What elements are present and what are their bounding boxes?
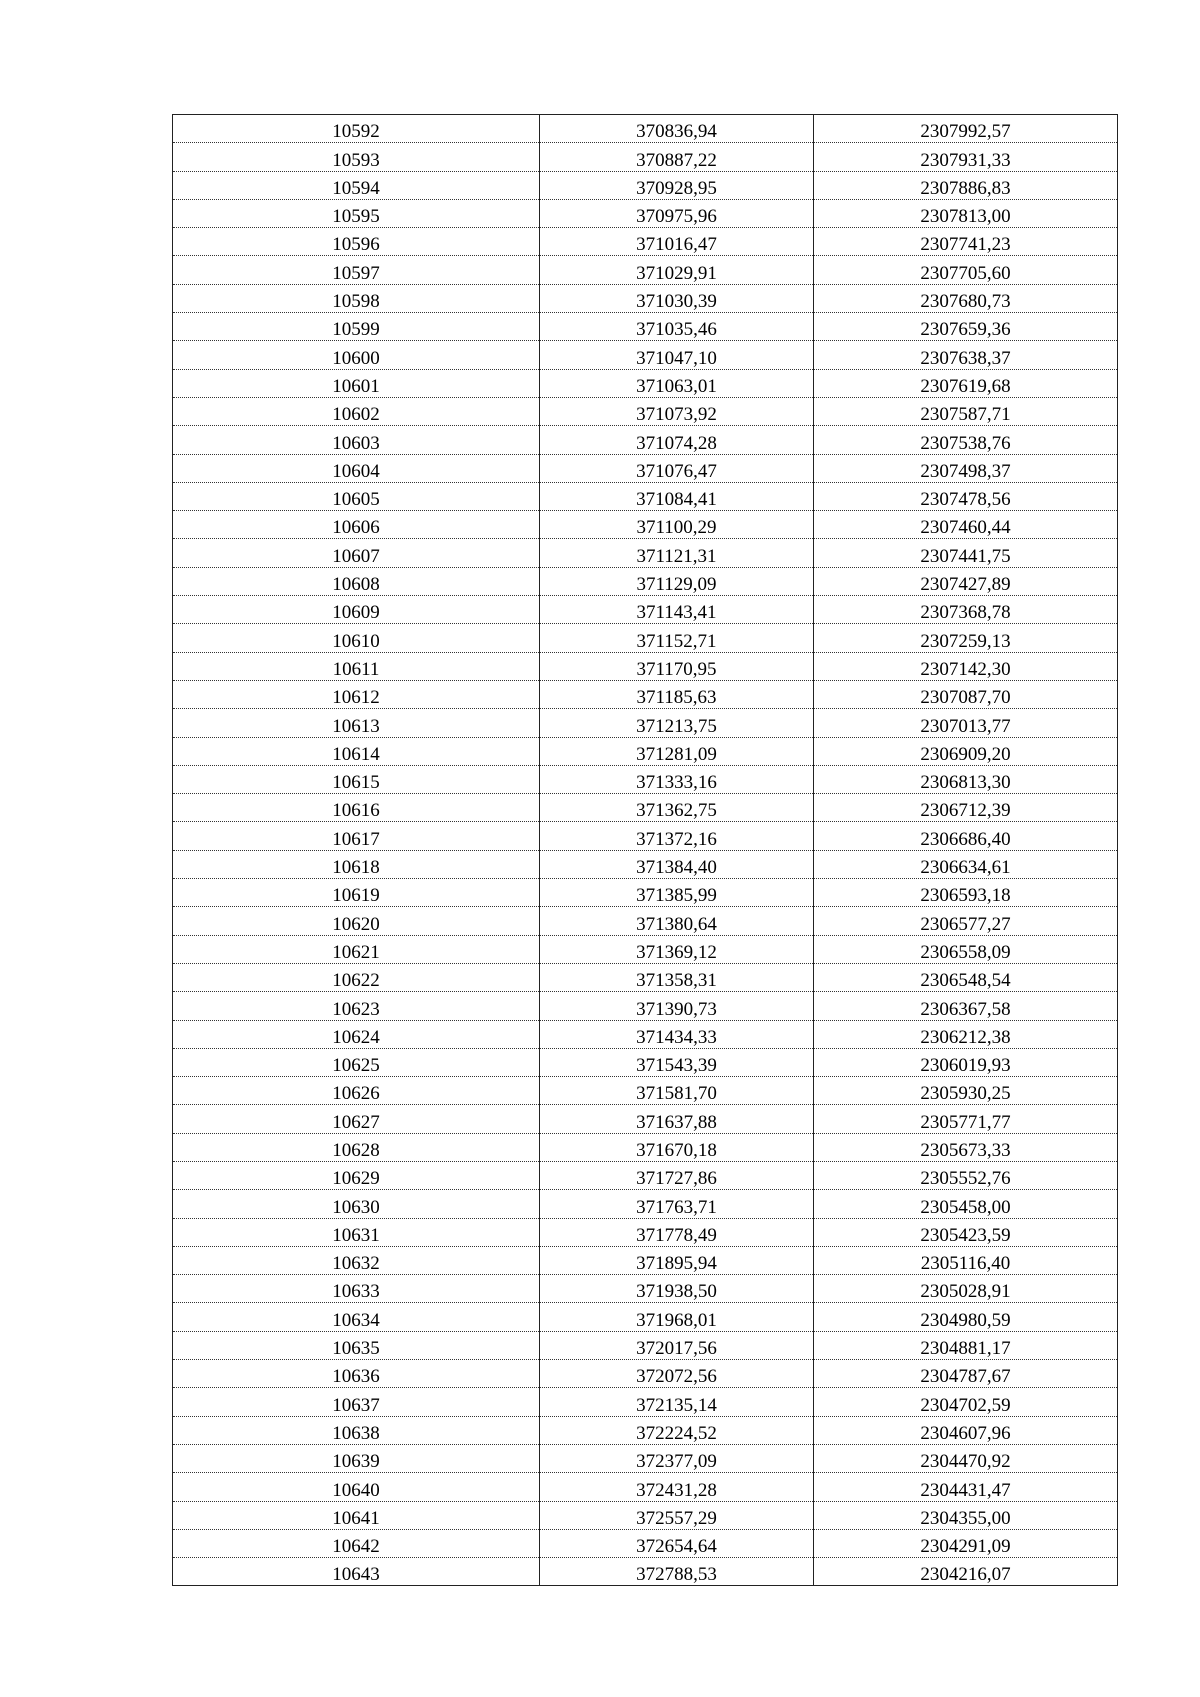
point-number-cell: 10598 (173, 284, 540, 312)
y-coordinate-cell: 2304431,47 (814, 1473, 1118, 1501)
table-row (173, 737, 1118, 765)
point-number-cell: 10595 (173, 199, 540, 227)
table-row (173, 1246, 1118, 1274)
point-number-cell: 10607 (173, 539, 540, 567)
y-coordinate-cell: 2306212,38 (814, 1020, 1118, 1048)
point-number-cell: 10636 (173, 1360, 540, 1388)
x-coordinate-cell: 372431,28 (540, 1473, 814, 1501)
point-number-cell: 10617 (173, 822, 540, 850)
table-row (173, 1275, 1118, 1303)
y-coordinate-cell: 2306548,54 (814, 963, 1118, 991)
x-coordinate-cell: 372224,52 (540, 1416, 814, 1444)
x-coordinate-cell: 371543,39 (540, 1048, 814, 1076)
table-row (173, 511, 1118, 539)
x-coordinate-cell: 371358,31 (540, 963, 814, 991)
y-coordinate-cell: 2307992,57 (814, 115, 1118, 143)
point-number-cell: 10638 (173, 1416, 540, 1444)
coordinate-table-body (173, 115, 1118, 1586)
y-coordinate-cell: 2307478,56 (814, 482, 1118, 510)
point-number-cell: 10624 (173, 1020, 540, 1048)
y-coordinate-cell: 2306712,39 (814, 794, 1118, 822)
y-coordinate-cell: 2307538,76 (814, 426, 1118, 454)
point-number-cell: 10620 (173, 907, 540, 935)
y-coordinate-cell: 2305458,00 (814, 1190, 1118, 1218)
table-row (173, 1077, 1118, 1105)
x-coordinate-cell: 372557,29 (540, 1501, 814, 1529)
point-number-cell: 10628 (173, 1133, 540, 1161)
point-number-cell: 10626 (173, 1077, 540, 1105)
x-coordinate-cell: 371362,75 (540, 794, 814, 822)
y-coordinate-cell: 2304702,59 (814, 1388, 1118, 1416)
point-number-cell: 10592 (173, 115, 540, 143)
point-number-cell: 10597 (173, 256, 540, 284)
y-coordinate-cell: 2306686,40 (814, 822, 1118, 850)
table-row (173, 171, 1118, 199)
point-number-cell: 10594 (173, 171, 540, 199)
point-number-cell: 10615 (173, 765, 540, 793)
y-coordinate-cell: 2307498,37 (814, 454, 1118, 482)
y-coordinate-cell: 2304470,92 (814, 1444, 1118, 1472)
point-number-cell: 10599 (173, 313, 540, 341)
x-coordinate-cell: 371938,50 (540, 1275, 814, 1303)
x-coordinate-cell: 371047,10 (540, 341, 814, 369)
table-row (173, 284, 1118, 312)
table-row (173, 313, 1118, 341)
table-row (173, 1331, 1118, 1359)
y-coordinate-cell: 2304980,59 (814, 1303, 1118, 1331)
table-row (173, 1360, 1118, 1388)
x-coordinate-cell: 370836,94 (540, 115, 814, 143)
x-coordinate-cell: 371333,16 (540, 765, 814, 793)
point-number-cell: 10618 (173, 850, 540, 878)
table-row (173, 1218, 1118, 1246)
table-row (173, 879, 1118, 907)
table-row (173, 143, 1118, 171)
table-row (173, 1020, 1118, 1048)
x-coordinate-cell: 371895,94 (540, 1246, 814, 1274)
y-coordinate-cell: 2305930,25 (814, 1077, 1118, 1105)
point-number-cell: 10616 (173, 794, 540, 822)
coordinate-table (172, 114, 1118, 1586)
table-row (173, 850, 1118, 878)
y-coordinate-cell: 2306558,09 (814, 935, 1118, 963)
y-coordinate-cell: 2306909,20 (814, 737, 1118, 765)
point-number-cell: 10631 (173, 1218, 540, 1246)
y-coordinate-cell: 2307680,73 (814, 284, 1118, 312)
x-coordinate-cell: 371385,99 (540, 879, 814, 907)
x-coordinate-cell: 371073,92 (540, 397, 814, 425)
x-coordinate-cell: 371100,29 (540, 511, 814, 539)
x-coordinate-cell: 371143,41 (540, 596, 814, 624)
x-coordinate-cell: 371016,47 (540, 228, 814, 256)
y-coordinate-cell: 2304291,09 (814, 1529, 1118, 1557)
point-number-cell: 10639 (173, 1444, 540, 1472)
x-coordinate-cell: 372072,56 (540, 1360, 814, 1388)
table-row (173, 963, 1118, 991)
table-row (173, 369, 1118, 397)
point-number-cell: 10642 (173, 1529, 540, 1557)
y-coordinate-cell: 2306593,18 (814, 879, 1118, 907)
y-coordinate-cell: 2304881,17 (814, 1331, 1118, 1359)
x-coordinate-cell: 371213,75 (540, 709, 814, 737)
y-coordinate-cell: 2307587,71 (814, 397, 1118, 425)
x-coordinate-cell: 371727,86 (540, 1161, 814, 1189)
point-number-cell: 10629 (173, 1161, 540, 1189)
point-number-cell: 10627 (173, 1105, 540, 1133)
table-row (173, 907, 1118, 935)
y-coordinate-cell: 2306367,58 (814, 992, 1118, 1020)
y-coordinate-cell: 2305673,33 (814, 1133, 1118, 1161)
table-row (173, 567, 1118, 595)
x-coordinate-cell: 372377,09 (540, 1444, 814, 1472)
y-coordinate-cell: 2307368,78 (814, 596, 1118, 624)
x-coordinate-cell: 370928,95 (540, 171, 814, 199)
x-coordinate-cell: 371030,39 (540, 284, 814, 312)
point-number-cell: 10593 (173, 143, 540, 171)
point-number-cell: 10619 (173, 879, 540, 907)
point-number-cell: 10602 (173, 397, 540, 425)
table-row (173, 539, 1118, 567)
point-number-cell: 10621 (173, 935, 540, 963)
table-row (173, 1303, 1118, 1331)
x-coordinate-cell: 371035,46 (540, 313, 814, 341)
x-coordinate-cell: 370975,96 (540, 199, 814, 227)
x-coordinate-cell: 371121,31 (540, 539, 814, 567)
y-coordinate-cell: 2307427,89 (814, 567, 1118, 595)
y-coordinate-cell: 2307142,30 (814, 652, 1118, 680)
y-coordinate-cell: 2307638,37 (814, 341, 1118, 369)
point-number-cell: 10637 (173, 1388, 540, 1416)
point-number-cell: 10633 (173, 1275, 540, 1303)
y-coordinate-cell: 2305552,76 (814, 1161, 1118, 1189)
x-coordinate-cell: 372788,53 (540, 1558, 814, 1586)
point-number-cell: 10608 (173, 567, 540, 595)
table-row (173, 1558, 1118, 1586)
table-row (173, 397, 1118, 425)
y-coordinate-cell: 2307931,33 (814, 143, 1118, 171)
x-coordinate-cell: 370887,22 (540, 143, 814, 171)
x-coordinate-cell: 371637,88 (540, 1105, 814, 1133)
x-coordinate-cell: 371390,73 (540, 992, 814, 1020)
y-coordinate-cell: 2304787,67 (814, 1360, 1118, 1388)
table-row (173, 1105, 1118, 1133)
x-coordinate-cell: 372654,64 (540, 1529, 814, 1557)
y-coordinate-cell: 2307659,36 (814, 313, 1118, 341)
table-row (173, 256, 1118, 284)
x-coordinate-cell: 371170,95 (540, 652, 814, 680)
x-coordinate-cell: 372017,56 (540, 1331, 814, 1359)
table-row (173, 1048, 1118, 1076)
table-row (173, 1133, 1118, 1161)
point-number-cell: 10630 (173, 1190, 540, 1218)
point-number-cell: 10632 (173, 1246, 540, 1274)
y-coordinate-cell: 2307813,00 (814, 199, 1118, 227)
table-row (173, 1473, 1118, 1501)
y-coordinate-cell: 2307886,83 (814, 171, 1118, 199)
point-number-cell: 10623 (173, 992, 540, 1020)
y-coordinate-cell: 2307741,23 (814, 228, 1118, 256)
x-coordinate-cell: 371152,71 (540, 624, 814, 652)
point-number-cell: 10634 (173, 1303, 540, 1331)
x-coordinate-cell: 371778,49 (540, 1218, 814, 1246)
y-coordinate-cell: 2306634,61 (814, 850, 1118, 878)
point-number-cell: 10613 (173, 709, 540, 737)
x-coordinate-cell: 371369,12 (540, 935, 814, 963)
x-coordinate-cell: 371063,01 (540, 369, 814, 397)
x-coordinate-cell: 371129,09 (540, 567, 814, 595)
point-number-cell: 10611 (173, 652, 540, 680)
point-number-cell: 10612 (173, 680, 540, 708)
point-number-cell: 10601 (173, 369, 540, 397)
y-coordinate-cell: 2306813,30 (814, 765, 1118, 793)
table-row (173, 794, 1118, 822)
point-number-cell: 10635 (173, 1331, 540, 1359)
y-coordinate-cell: 2307259,13 (814, 624, 1118, 652)
table-row (173, 624, 1118, 652)
y-coordinate-cell: 2306019,93 (814, 1048, 1118, 1076)
table-row (173, 199, 1118, 227)
table-row (173, 709, 1118, 737)
point-number-cell: 10610 (173, 624, 540, 652)
point-number-cell: 10622 (173, 963, 540, 991)
x-coordinate-cell: 371084,41 (540, 482, 814, 510)
y-coordinate-cell: 2306577,27 (814, 907, 1118, 935)
x-coordinate-cell: 371372,16 (540, 822, 814, 850)
table-row (173, 228, 1118, 256)
x-coordinate-cell: 371029,91 (540, 256, 814, 284)
y-coordinate-cell: 2304355,00 (814, 1501, 1118, 1529)
point-number-cell: 10640 (173, 1473, 540, 1501)
point-number-cell: 10600 (173, 341, 540, 369)
x-coordinate-cell: 371076,47 (540, 454, 814, 482)
y-coordinate-cell: 2307619,68 (814, 369, 1118, 397)
table-row (173, 596, 1118, 624)
x-coordinate-cell: 372135,14 (540, 1388, 814, 1416)
table-row (173, 1190, 1118, 1218)
table-row (173, 454, 1118, 482)
point-number-cell: 10603 (173, 426, 540, 454)
x-coordinate-cell: 371185,63 (540, 680, 814, 708)
point-number-cell: 10596 (173, 228, 540, 256)
point-number-cell: 10605 (173, 482, 540, 510)
table-row (173, 115, 1118, 143)
point-number-cell: 10609 (173, 596, 540, 624)
x-coordinate-cell: 371380,64 (540, 907, 814, 935)
point-number-cell: 10625 (173, 1048, 540, 1076)
x-coordinate-cell: 371968,01 (540, 1303, 814, 1331)
y-coordinate-cell: 2305771,77 (814, 1105, 1118, 1133)
x-coordinate-cell: 371434,33 (540, 1020, 814, 1048)
table-row (173, 652, 1118, 680)
y-coordinate-cell: 2304216,07 (814, 1558, 1118, 1586)
table-row (173, 1161, 1118, 1189)
y-coordinate-cell: 2305423,59 (814, 1218, 1118, 1246)
x-coordinate-cell: 371581,70 (540, 1077, 814, 1105)
x-coordinate-cell: 371074,28 (540, 426, 814, 454)
y-coordinate-cell: 2305116,40 (814, 1246, 1118, 1274)
table-row (173, 1501, 1118, 1529)
y-coordinate-cell: 2304607,96 (814, 1416, 1118, 1444)
table-row (173, 1388, 1118, 1416)
table-row (173, 765, 1118, 793)
y-coordinate-cell: 2307087,70 (814, 680, 1118, 708)
table-row (173, 482, 1118, 510)
table-row (173, 1444, 1118, 1472)
point-number-cell: 10604 (173, 454, 540, 482)
table-row (173, 426, 1118, 454)
table-row (173, 992, 1118, 1020)
y-coordinate-cell: 2307441,75 (814, 539, 1118, 567)
table-row (173, 680, 1118, 708)
y-coordinate-cell: 2307705,60 (814, 256, 1118, 284)
point-number-cell: 10641 (173, 1501, 540, 1529)
table-row (173, 1529, 1118, 1557)
table-row (173, 935, 1118, 963)
table-row (173, 341, 1118, 369)
point-number-cell: 10614 (173, 737, 540, 765)
point-number-cell: 10606 (173, 511, 540, 539)
y-coordinate-cell: 2305028,91 (814, 1275, 1118, 1303)
x-coordinate-cell: 371384,40 (540, 850, 814, 878)
y-coordinate-cell: 2307460,44 (814, 511, 1118, 539)
x-coordinate-cell: 371670,18 (540, 1133, 814, 1161)
y-coordinate-cell: 2307013,77 (814, 709, 1118, 737)
point-number-cell: 10643 (173, 1558, 540, 1586)
x-coordinate-cell: 371281,09 (540, 737, 814, 765)
x-coordinate-cell: 371763,71 (540, 1190, 814, 1218)
table-row (173, 1416, 1118, 1444)
table-row (173, 822, 1118, 850)
